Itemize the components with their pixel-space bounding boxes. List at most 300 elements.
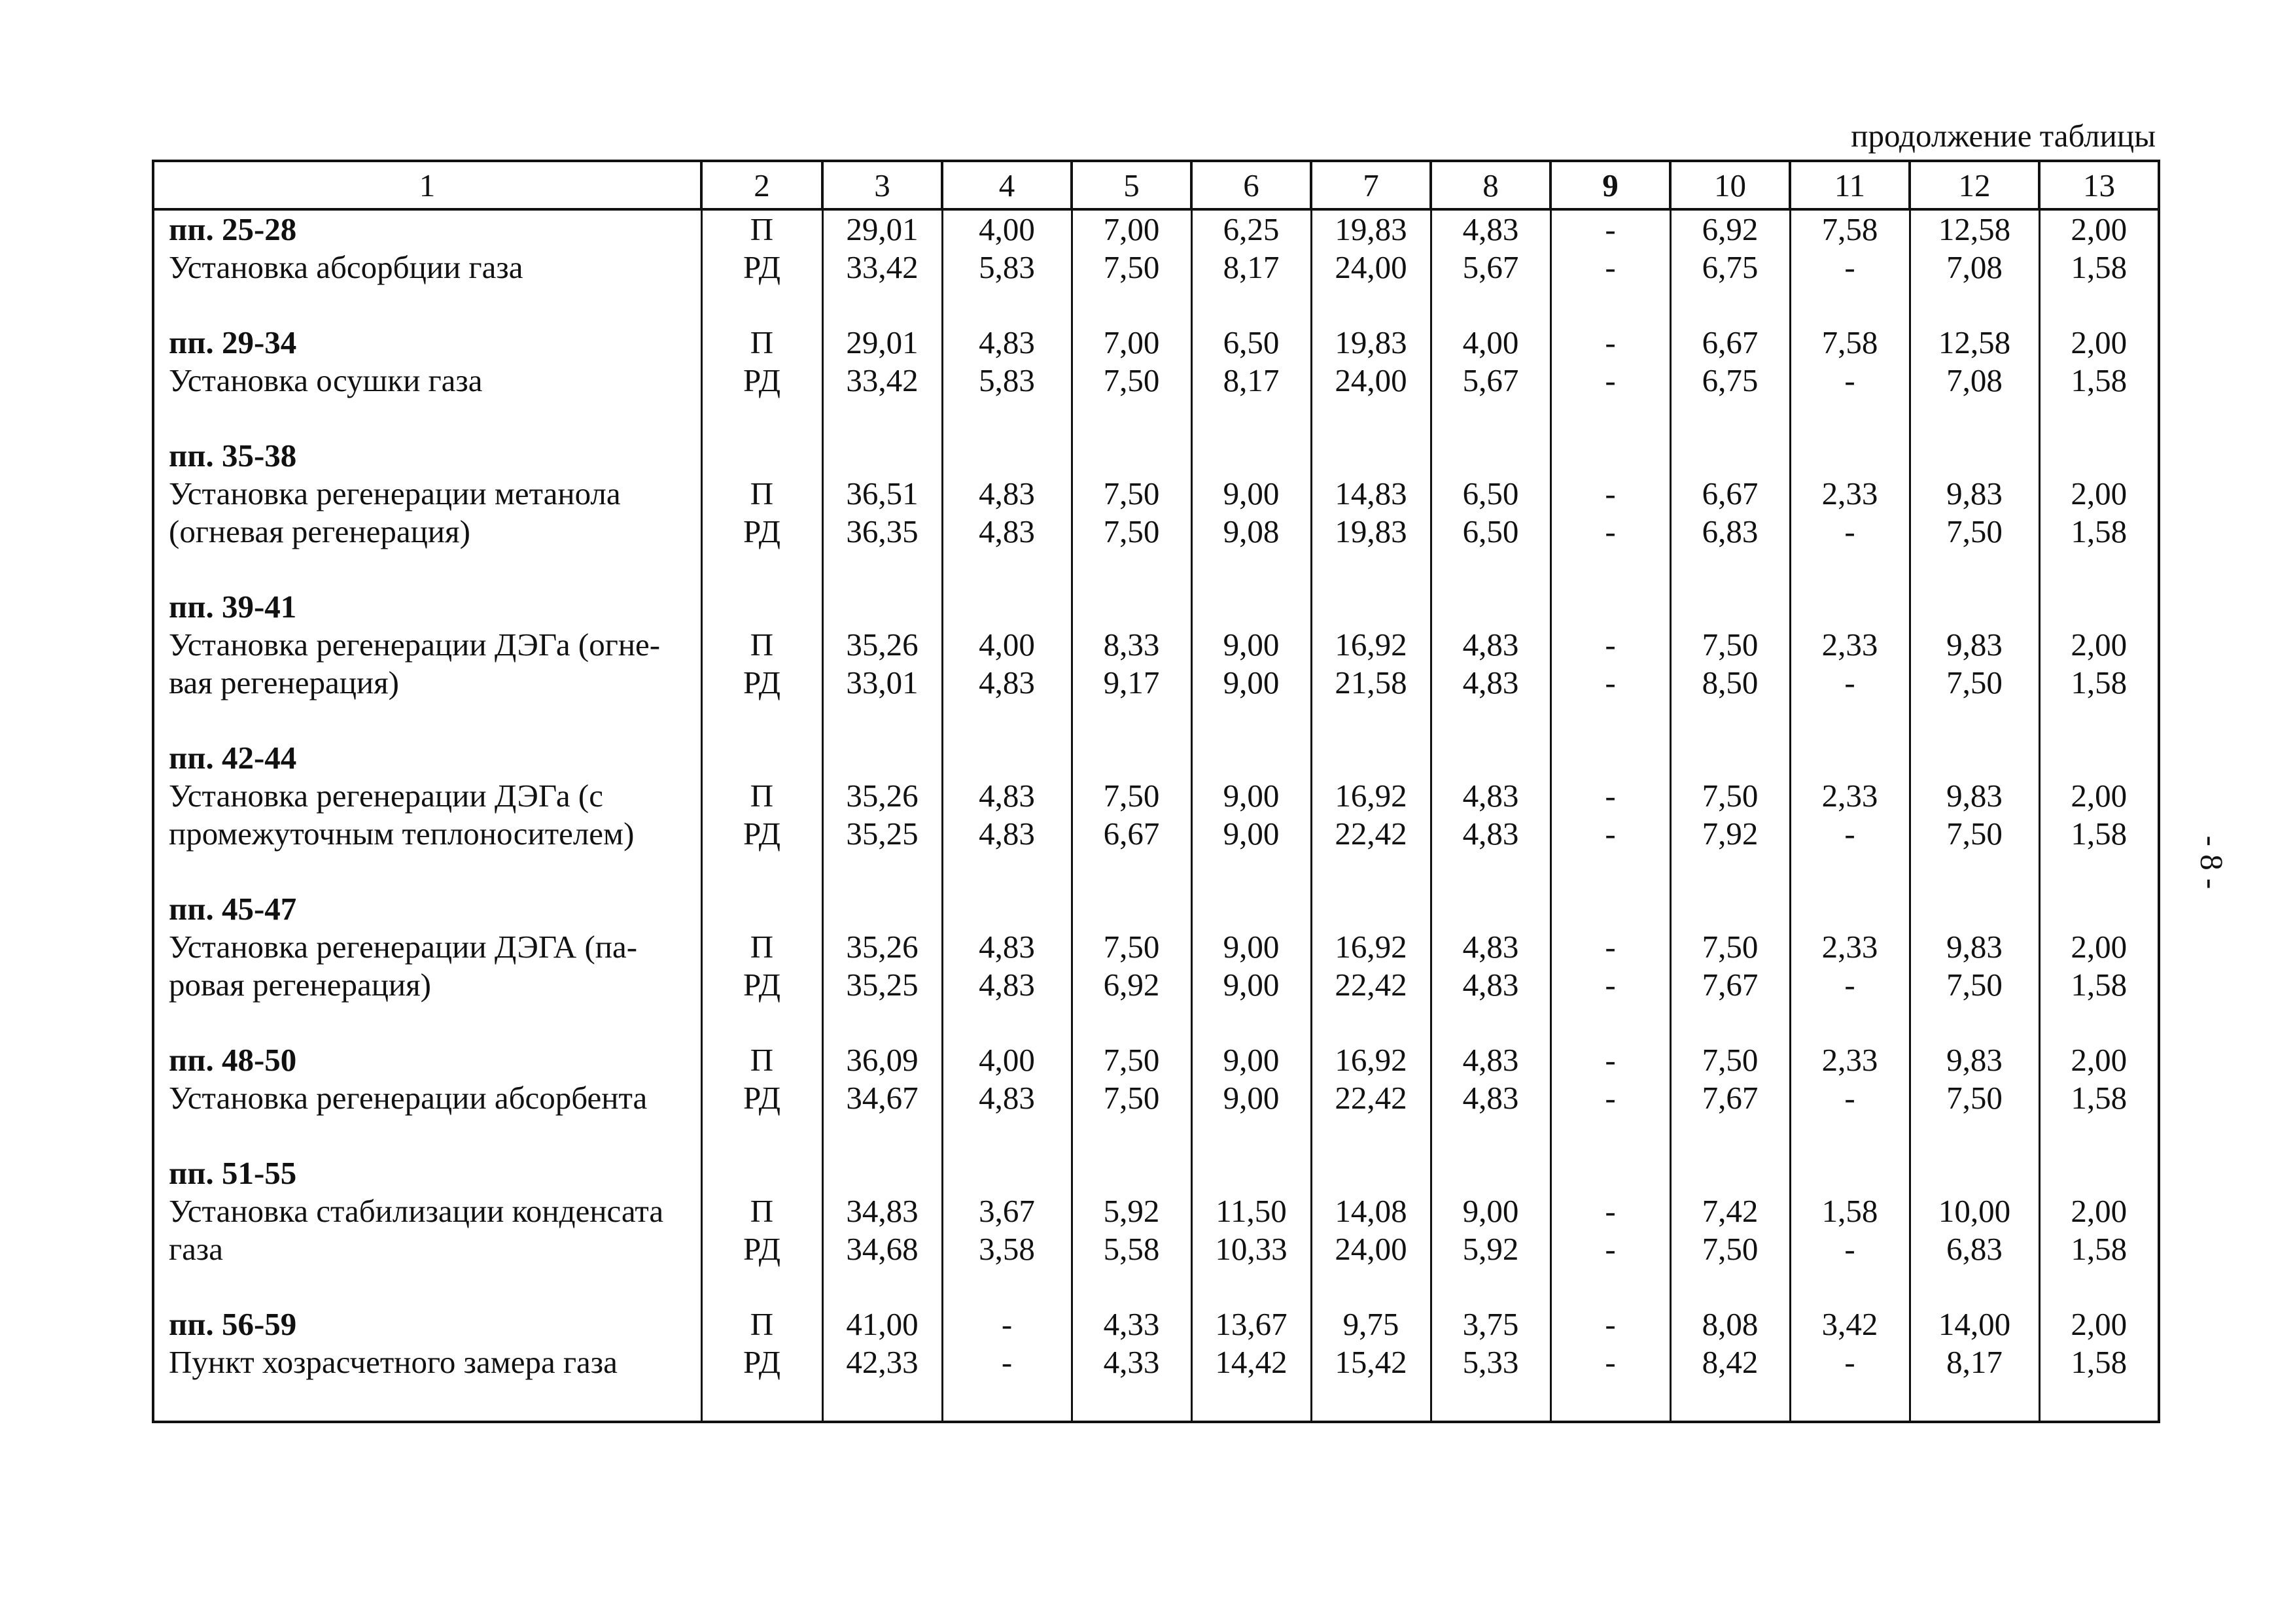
value-cell: 7,50	[1072, 513, 1191, 551]
value-cell: 29,01	[822, 209, 942, 249]
empty-cell	[1072, 588, 1191, 626]
empty-cell	[1311, 1117, 1431, 1154]
empty-cell	[2039, 1117, 2159, 1154]
value-cell: 7,50	[1670, 1041, 1790, 1079]
doc-type: П	[701, 928, 822, 966]
value-cell: 36,51	[822, 475, 942, 513]
empty-cell	[1550, 1004, 1670, 1041]
value-cell: 2,00	[2039, 475, 2159, 513]
value-cell: 2,00	[2039, 1305, 2159, 1343]
value-cell: -	[1550, 966, 1670, 1004]
value-cell: 14,08	[1311, 1192, 1431, 1230]
value-cell: 4,83	[1431, 966, 1550, 1004]
value-cell: 7,00	[1072, 324, 1191, 362]
value-cell: 19,83	[1311, 513, 1431, 551]
empty-cell	[1550, 588, 1670, 626]
value-cell: -	[1550, 664, 1670, 702]
value-cell: 2,00	[2039, 324, 2159, 362]
spacer-row	[153, 1117, 2159, 1154]
value-cell: 9,00	[1191, 1041, 1311, 1079]
value-cell: 2,00	[2039, 626, 2159, 664]
value-cell: 14,42	[1191, 1343, 1311, 1381]
empty-cell	[1670, 1117, 1790, 1154]
empty-cell	[1790, 853, 1910, 890]
empty-cell	[2039, 1381, 2159, 1422]
doc-type: П	[701, 626, 822, 664]
value-cell: 9,00	[1191, 777, 1311, 815]
value-cell: 35,26	[822, 777, 942, 815]
col-header: 12	[1910, 161, 2039, 209]
value-cell: 6,50	[1191, 324, 1311, 362]
empty-cell	[701, 1004, 822, 1041]
empty-cell	[153, 1381, 701, 1422]
empty-cell	[2039, 853, 2159, 890]
object-name: Установка регенерации метанола	[153, 475, 701, 513]
value-cell: 9,83	[1910, 1041, 2039, 1079]
value-cell: 14,00	[1910, 1305, 2039, 1343]
empty-cell	[1670, 1154, 1790, 1192]
value-cell: 4,83	[1431, 1041, 1550, 1079]
empty-cell	[1790, 1154, 1910, 1192]
doc-type: РД	[701, 966, 822, 1004]
value-cell: 6,92	[1670, 209, 1790, 249]
empty-cell	[942, 890, 1072, 928]
value-cell: 14,83	[1311, 475, 1431, 513]
empty-cell	[701, 1381, 822, 1422]
value-cell: 8,33	[1072, 626, 1191, 664]
empty-cell	[822, 853, 942, 890]
empty-cell	[1431, 1154, 1550, 1192]
empty-cell	[942, 1004, 1072, 1041]
value-cell: 36,35	[822, 513, 942, 551]
value-cell: 4,83	[942, 475, 1072, 513]
group-code: пп. 48-50	[153, 1041, 701, 1079]
doc-type: П	[701, 475, 822, 513]
spacer-row	[153, 1004, 2159, 1041]
value-cell: 7,50	[1072, 928, 1191, 966]
empty-cell	[1910, 1117, 2039, 1154]
empty-cell	[1311, 702, 1431, 739]
value-cell: -	[1550, 777, 1670, 815]
empty-cell	[1431, 739, 1550, 777]
group-code: пп. 39-41	[153, 588, 701, 626]
empty-cell	[1431, 1381, 1550, 1422]
empty-cell	[1191, 588, 1311, 626]
empty-cell	[1670, 890, 1790, 928]
value-cell: -	[1790, 362, 1910, 400]
doc-type: П	[701, 1305, 822, 1343]
empty-cell	[701, 1117, 822, 1154]
col-header: 4	[942, 161, 1072, 209]
empty-cell	[822, 702, 942, 739]
value-cell: 9,08	[1191, 513, 1311, 551]
value-cell: 41,00	[822, 1305, 942, 1343]
empty-cell	[1670, 853, 1790, 890]
value-cell: 7,50	[1072, 1079, 1191, 1117]
value-cell: 4,83	[942, 815, 1072, 853]
value-cell: 1,58	[2039, 362, 2159, 400]
empty-cell	[1910, 1268, 2039, 1305]
empty-cell	[1910, 739, 2039, 777]
value-cell: 4,83	[1431, 777, 1550, 815]
value-cell: 4,83	[1431, 209, 1550, 249]
value-cell: 7,50	[1670, 777, 1790, 815]
empty-cell	[1670, 286, 1790, 324]
empty-cell	[1550, 437, 1670, 475]
value-cell: 1,58	[2039, 815, 2159, 853]
empty-cell	[2039, 437, 2159, 475]
value-cell: 2,33	[1790, 1041, 1910, 1079]
value-cell: 12,58	[1910, 324, 2039, 362]
value-cell: 5,67	[1431, 249, 1550, 286]
value-cell: 5,83	[942, 249, 1072, 286]
empty-cell	[153, 286, 701, 324]
empty-cell	[1790, 286, 1910, 324]
empty-cell	[1431, 890, 1550, 928]
empty-cell	[1072, 437, 1191, 475]
object-name: ровая регенерация)	[153, 966, 701, 1004]
col-header: 11	[1790, 161, 1910, 209]
empty-cell	[1550, 890, 1670, 928]
empty-cell	[1790, 551, 1910, 588]
empty-cell	[1072, 1381, 1191, 1422]
spacer-row	[153, 551, 2159, 588]
empty-cell	[822, 551, 942, 588]
empty-cell	[2039, 702, 2159, 739]
empty-cell	[1550, 286, 1670, 324]
empty-cell	[701, 890, 822, 928]
empty-cell	[1191, 853, 1311, 890]
empty-cell	[1910, 588, 2039, 626]
value-cell: 7,42	[1670, 1192, 1790, 1230]
table-row	[153, 249, 2159, 286]
spacer-row	[153, 1381, 2159, 1422]
value-cell: 42,33	[822, 1343, 942, 1381]
empty-cell	[1790, 1381, 1910, 1422]
value-cell: 6,25	[1191, 209, 1311, 249]
object-name: Установка регенерации ДЭГа (с	[153, 777, 701, 815]
value-cell: 24,00	[1311, 249, 1431, 286]
object-name: Установка регенерации абсорбента	[153, 1079, 701, 1117]
group-code: пп. 51-55	[153, 1154, 701, 1192]
value-cell: 22,42	[1311, 815, 1431, 853]
doc-type: РД	[701, 815, 822, 853]
value-cell: 24,00	[1311, 1230, 1431, 1268]
value-cell: 2,33	[1790, 777, 1910, 815]
empty-cell	[1072, 853, 1191, 890]
empty-cell	[1910, 286, 2039, 324]
empty-cell	[1311, 1154, 1431, 1192]
empty-cell	[942, 739, 1072, 777]
value-cell: 7,50	[1072, 475, 1191, 513]
value-cell: 7,67	[1670, 966, 1790, 1004]
empty-cell	[1550, 702, 1670, 739]
value-cell: 6,67	[1670, 475, 1790, 513]
value-cell: 4,83	[1431, 664, 1550, 702]
empty-cell	[822, 286, 942, 324]
value-cell: 4,83	[1431, 626, 1550, 664]
empty-cell	[1670, 551, 1790, 588]
value-cell: 2,00	[2039, 209, 2159, 249]
empty-cell	[1790, 588, 1910, 626]
empty-cell	[1431, 437, 1550, 475]
table-row	[153, 362, 2159, 400]
empty-cell	[701, 1268, 822, 1305]
doc-type: П	[701, 777, 822, 815]
empty-cell	[1910, 437, 2039, 475]
value-cell: -	[1550, 1305, 1670, 1343]
value-cell: 7,50	[1910, 966, 2039, 1004]
value-cell: -	[1790, 249, 1910, 286]
value-cell: 6,50	[1431, 513, 1550, 551]
empty-cell	[1311, 739, 1431, 777]
empty-cell	[1191, 1268, 1311, 1305]
spacer-row	[153, 286, 2159, 324]
value-cell: 8,17	[1910, 1343, 2039, 1381]
spacer-row	[153, 853, 2159, 890]
empty-cell	[153, 1117, 701, 1154]
empty-cell	[1311, 400, 1431, 437]
empty-cell	[942, 1381, 1072, 1422]
empty-cell	[1191, 1154, 1311, 1192]
empty-cell	[153, 551, 701, 588]
value-cell: 19,83	[1311, 324, 1431, 362]
value-cell: 35,26	[822, 928, 942, 966]
empty-cell	[1670, 400, 1790, 437]
value-cell: 9,00	[1191, 626, 1311, 664]
value-cell: 2,33	[1790, 928, 1910, 966]
value-cell: 12,58	[1910, 209, 2039, 249]
value-cell: 16,92	[1311, 1041, 1431, 1079]
empty-cell	[822, 1154, 942, 1192]
group-code: пп. 42-44	[153, 739, 701, 777]
value-cell: 11,50	[1191, 1192, 1311, 1230]
empty-cell	[1191, 437, 1311, 475]
value-cell: -	[1550, 362, 1670, 400]
doc-type: П	[701, 209, 822, 249]
value-cell: 7,50	[1670, 928, 1790, 966]
value-cell: -	[1790, 1079, 1910, 1117]
empty-cell	[1550, 1117, 1670, 1154]
empty-cell	[1431, 702, 1550, 739]
col-header: 7	[1311, 161, 1431, 209]
object-name: Установка регенерации ДЭГА (па-	[153, 928, 701, 966]
empty-cell	[1431, 1268, 1550, 1305]
empty-cell	[1311, 437, 1431, 475]
empty-cell	[1431, 551, 1550, 588]
value-cell: -	[1550, 1343, 1670, 1381]
group-code: пп. 35-38	[153, 437, 701, 475]
value-cell: 4,83	[942, 664, 1072, 702]
value-cell: 5,33	[1431, 1343, 1550, 1381]
empty-cell	[942, 702, 1072, 739]
col-header: 10	[1670, 161, 1790, 209]
empty-cell	[1670, 739, 1790, 777]
table-row	[153, 1230, 2159, 1268]
value-cell: 1,58	[2039, 249, 2159, 286]
value-cell: 6,75	[1670, 249, 1790, 286]
table-row	[153, 777, 2159, 815]
value-cell: 1,58	[1790, 1192, 1910, 1230]
empty-cell	[701, 739, 822, 777]
value-cell: 13,67	[1191, 1305, 1311, 1343]
value-cell: 7,58	[1790, 209, 1910, 249]
value-cell: 1,58	[2039, 1079, 2159, 1117]
value-cell: 8,50	[1670, 664, 1790, 702]
object-name: газа	[153, 1230, 701, 1268]
object-name: Установка регенерации ДЭГа (огне-	[153, 626, 701, 664]
table-body	[153, 209, 2159, 1422]
header-row	[153, 161, 2159, 209]
value-cell: 8,42	[1670, 1343, 1790, 1381]
value-cell: 7,50	[1072, 362, 1191, 400]
empty-cell	[822, 1268, 942, 1305]
empty-cell	[1910, 1154, 2039, 1192]
value-cell: -	[1550, 928, 1670, 966]
table-row	[153, 664, 2159, 702]
value-cell: 4,00	[942, 1041, 1072, 1079]
empty-cell	[1910, 1381, 2039, 1422]
value-cell: 1,58	[2039, 664, 2159, 702]
table-row	[153, 475, 2159, 513]
value-cell: 9,83	[1910, 928, 2039, 966]
table-row	[153, 209, 2159, 249]
value-cell: 1,58	[2039, 1230, 2159, 1268]
value-cell: 7,50	[1910, 513, 2039, 551]
empty-cell	[1910, 853, 2039, 890]
value-cell: -	[1550, 249, 1670, 286]
value-cell: 29,01	[822, 324, 942, 362]
table-continuation-caption: продолжение таблицы	[1851, 118, 2156, 154]
value-cell: 1,58	[2039, 966, 2159, 1004]
value-cell: 1,58	[2039, 513, 2159, 551]
empty-cell	[1790, 1004, 1910, 1041]
value-cell: 2,33	[1790, 475, 1910, 513]
value-cell: 4,83	[942, 1079, 1072, 1117]
empty-cell	[1072, 400, 1191, 437]
value-cell: 9,00	[1191, 1079, 1311, 1117]
value-cell: 9,00	[1191, 815, 1311, 853]
value-cell: 16,92	[1311, 626, 1431, 664]
value-cell: 1,58	[2039, 1343, 2159, 1381]
value-cell: -	[1550, 1041, 1670, 1079]
value-cell: 5,83	[942, 362, 1072, 400]
empty-cell	[942, 588, 1072, 626]
value-cell: 5,67	[1431, 362, 1550, 400]
empty-cell	[1550, 551, 1670, 588]
value-cell: 7,58	[1790, 324, 1910, 362]
value-cell: 24,00	[1311, 362, 1431, 400]
empty-cell	[942, 400, 1072, 437]
empty-cell	[1072, 286, 1191, 324]
table-row	[153, 513, 2159, 551]
value-cell: 10,33	[1191, 1230, 1311, 1268]
value-cell: 22,42	[1311, 1079, 1431, 1117]
empty-cell	[2039, 1004, 2159, 1041]
value-cell: 7,50	[1072, 249, 1191, 286]
empty-cell	[1311, 1004, 1431, 1041]
value-cell: -	[1550, 815, 1670, 853]
empty-cell	[1670, 1268, 1790, 1305]
empty-cell	[942, 1117, 1072, 1154]
empty-cell	[2039, 588, 2159, 626]
value-cell: -	[1550, 324, 1670, 362]
empty-cell	[701, 1154, 822, 1192]
value-cell: 15,42	[1311, 1343, 1431, 1381]
value-cell: 4,83	[1431, 1079, 1550, 1117]
data-table	[152, 160, 2160, 1423]
empty-cell	[1311, 853, 1431, 890]
group-code: пп. 25-28	[153, 209, 701, 249]
empty-cell	[822, 588, 942, 626]
doc-type: РД	[701, 513, 822, 551]
value-cell: 8,17	[1191, 362, 1311, 400]
empty-cell	[1072, 702, 1191, 739]
value-cell: 4,83	[942, 966, 1072, 1004]
group-code: пп. 45-47	[153, 890, 701, 928]
col-header: 13	[2039, 161, 2159, 209]
value-cell: 5,58	[1072, 1230, 1191, 1268]
empty-cell	[1191, 286, 1311, 324]
table-row	[153, 1041, 2159, 1079]
object-name: Установка осушки газа	[153, 362, 701, 400]
value-cell: 35,25	[822, 966, 942, 1004]
value-cell: 9,83	[1910, 626, 2039, 664]
doc-type: РД	[701, 1079, 822, 1117]
table-row	[153, 588, 2159, 626]
value-cell: 9,00	[1191, 664, 1311, 702]
empty-cell	[1431, 588, 1550, 626]
value-cell: -	[1550, 1192, 1670, 1230]
value-cell: 8,08	[1670, 1305, 1790, 1343]
table-row	[153, 739, 2159, 777]
value-cell: 7,92	[1670, 815, 1790, 853]
empty-cell	[1431, 853, 1550, 890]
empty-cell	[822, 1004, 942, 1041]
empty-cell	[2039, 1154, 2159, 1192]
empty-cell	[1550, 1154, 1670, 1192]
value-cell: 2,00	[2039, 1041, 2159, 1079]
value-cell: 9,17	[1072, 664, 1191, 702]
value-cell: 33,01	[822, 664, 942, 702]
table-row	[153, 324, 2159, 362]
empty-cell	[822, 437, 942, 475]
empty-cell	[942, 1154, 1072, 1192]
spacer-row	[153, 702, 2159, 739]
doc-type: П	[701, 1041, 822, 1079]
empty-cell	[1311, 1268, 1431, 1305]
empty-cell	[1431, 286, 1550, 324]
value-cell: 4,83	[942, 777, 1072, 815]
value-cell: -	[942, 1305, 1072, 1343]
empty-cell	[701, 286, 822, 324]
empty-cell	[701, 400, 822, 437]
value-cell: 35,25	[822, 815, 942, 853]
value-cell: 3,67	[942, 1192, 1072, 1230]
value-cell: 4,83	[942, 324, 1072, 362]
value-cell: -	[1550, 1230, 1670, 1268]
value-cell: 6,92	[1072, 966, 1191, 1004]
empty-cell	[1431, 400, 1550, 437]
value-cell: 7,50	[1072, 777, 1191, 815]
empty-cell	[1910, 551, 2039, 588]
empty-cell	[1550, 1381, 1670, 1422]
empty-cell	[1910, 702, 2039, 739]
empty-cell	[1072, 551, 1191, 588]
empty-cell	[1790, 890, 1910, 928]
value-cell: -	[1790, 513, 1910, 551]
value-cell: -	[1790, 966, 1910, 1004]
